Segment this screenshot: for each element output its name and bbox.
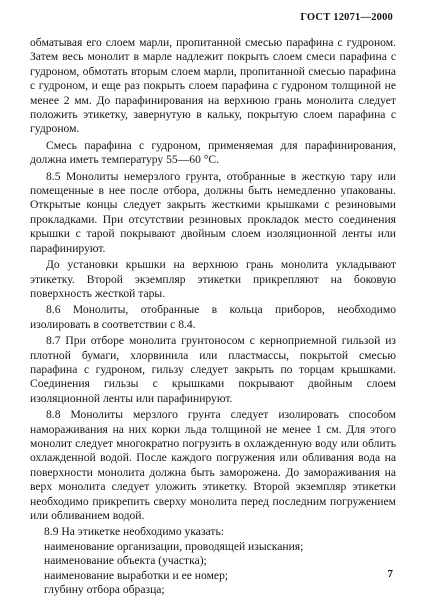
list-intro-8-9: 8.9 На этикетке необходимо указать: bbox=[44, 525, 224, 539]
list-item: наименование организации, проводящей изыскания; bbox=[44, 539, 304, 553]
paragraph-8-6: 8.6 Монолиты, отобранные в кольца приборов, необходимо изолировать в соответствии с 8.4. bbox=[30, 303, 396, 331]
paragraph-8-5: 8.5 Монолиты немерзлого грунта, отобранные в жесткую тару или помещенные в нее после отбора, должны быть немедленно упакованы. Открытые концы следует закрыть жесткими крышками с резиновыми прокладками. При отсутствии резиновых прокладок место соединения крышки с тарой покрывают двойным слоем изоляционной ленты или парафинируют. bbox=[30, 169, 396, 255]
paragraph: обматывая его слоем марли, пропитанной смесью парафина с гудроном. Затем весь монолит в марле надлежит покрыть слоем смеси парафина с гудроном, обмотать вторым слоем марли, пропитанной смесью парафина с гудроном, и еще раз покрыть слоем парафина с гудроном толщиной не менее 2 мм. До парафинирования на верхнюю грань монолита следует положить этикетку, завернутую в кальку, покрытую слоем парафина с гудроном. bbox=[30, 36, 396, 136]
paragraph: Смесь парафина с гудроном, применяемая для парафинирования, должна иметь температуру 55—60 °С. bbox=[30, 138, 396, 167]
paragraph-8-7: 8.7 При отборе монолита грунтоносом с керноприемной гильзой из плотной бумаги, хлорвинила или пластмассы, покрытой смесью парафина с гудроном, гильзу следует закрыть по торцам крышками. Соединения гильзы с крышками покрывают двойным слоем изоляционной ленты или парафинируют. bbox=[30, 334, 396, 405]
paragraph: До установки крышки на верхнюю грань монолита укладывают этикетку. Второй экземпляр этикетки прикрепляют на боковую поверхность жесткой тары. bbox=[30, 258, 396, 300]
body-text bbox=[30, 36, 396, 597]
list-item: глубину отбора образца; bbox=[44, 583, 165, 597]
list-item: наименование объекта (участка); bbox=[44, 554, 207, 568]
paragraph-8-8: 8.8 Монолиты мерзлого грунта следует изолировать способом намораживания на них корки льда толщиной не менее 1 см. Для этого монолит следует многократно погрузить в охлажденную воду или облить охлажденной водой. После каждого погружения или обливания вода на поверхности монолита должна быть заморожена. До замораживания на верх монолита следует уложить этикетку. Второй экземпляр этикетки необходимо прикрепить сверху монолита перед последним погружением или обливанием водой. bbox=[30, 408, 396, 522]
page-number: 7 bbox=[387, 568, 393, 580]
standard-header: ГОСТ 12071—2000 bbox=[300, 12, 393, 23]
list-item: наименование выработки и ее номер; bbox=[44, 568, 229, 582]
